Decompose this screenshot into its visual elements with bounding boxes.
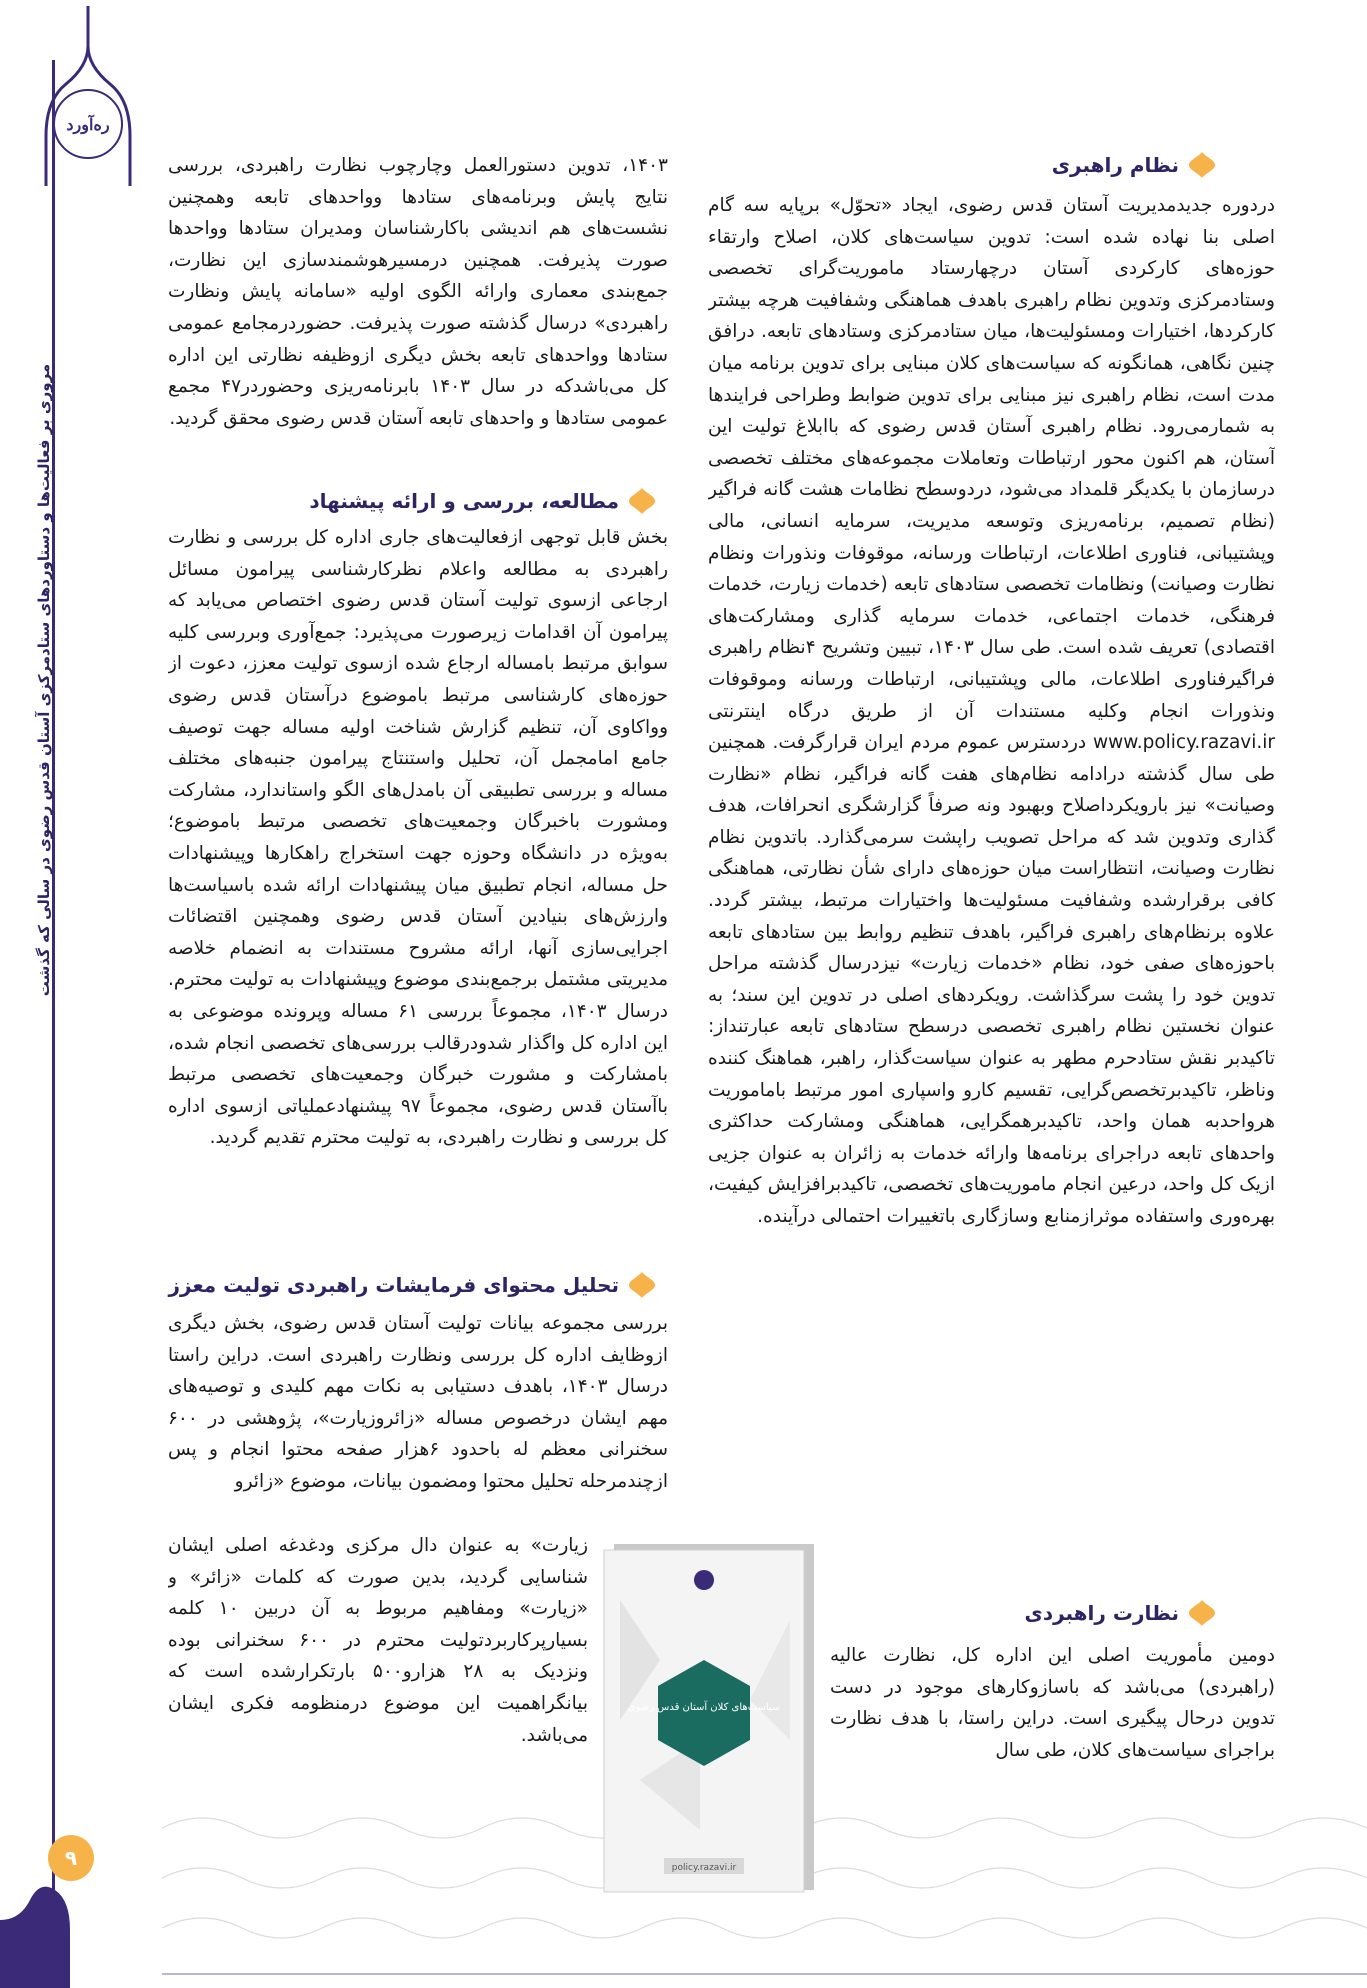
heading-tahlil [169,1270,657,1300]
sidebar-divider [52,60,55,1940]
paragraph: دردوره جدیدمدیریت آستان قدس رضوی، ایجاد «تحوّل» برپایه سه گام اصلی بنا نهاده شده است: تدوین سیاست‌های کلان، اصلاح وارتقاء حوزه‌های کارکردی آستان درچهارستاد ماموریت‌گرای تخصصی وستادمرکزی وتدوین نظام راهبری باهدف هماهنگی وشفافیت هرچه بیشتر کارکردها، اختیارات ومسئولیت‌ها، میان ستادمرکزی وستادهای تابعه. درافق چنین نگاهی، همانگونه که سیاست‌های کلان مبنایی برای تدوین برنامه میان مدت است، نظام راهبری نیز مبنایی برای تدوین ضوابط وطراحی فرایندها به شمارمی‌رود. نظام راهبری آستان قدس رضوی که باابلاغ تولیت این آستان، هم اکنون محور ارتباطات وتعاملات مجموعه‌های مختلف تخصصی درسازمان با یکدیگر قلمداد می‌شود، دردوسطح نظامات هشت گانه فراگیر (نظام تصمیم، برنامه‌ریزی وتوسعه مدیریت، سرمایه انسانی، مالی وپشتیبانی، فناوری اطلاعات، ارتباطات ورسانه، موقوفات ونذورات ونظام نظارت وصیانت) ونظامات تخصصی ستادهای تابعه (خدمات زیارت، خدمات فرهنگی، خدمات اجتماعی، خدمات سرمایه گذاری ومشارکت‌های اقتصادی) تعریف شده است. طی سال ۱۴۰۳، تبیین وتشریح ۴نظام راهبری فراگیرفناوری اطلاعات، مالی وپشتیبانی، ارتباطات ورسانه وموقوفات ونذورات انجام وکلیه مستندات آن از طریق درگاه اینترنتی www.policy.razavi.ir دردسترس عموم مردم ایران قرارگرفت. همچنین طی سال گذشته درادامه نظام‌های هفت گانه فراگیر، نظام «نظارت وصیانت» نیز بارویکرداصلاح وبهبود ونه صرفاً گزارشگری انحرافات، هدف گذاری وتدوین شد که مراحل تصویب راپشت سرمی‌گذارد. باتدوین نظام نظارت وصیانت، انتظاراست میان حوزه‌های دارای شأن نظارتی، هماهنگی کافی برقرارشده وشفافیت مسئولیت‌ها واختیارات مرتبط، بیشتر گردد. علاوه برنظام‌های راهبری فراگیر، باهدف تنظیم روابط بین ستادهای تابعه باحوزه‌های صفی خود، نظام «خدمات زیارت» نیزدرسال گذشته مراحل تدوین خود را پشت سرگذاشت. رویکردهای اصلی در تدوین این سند؛ به عنوان نخستین نظام راهبری تخصصی درسطح ستادهای تابعه عبارتنداز: تاکیدبر نقش ستادحرم مطهر به عنوان سیاست‌گذار، راهبر، هماهنگ کننده وناظر، تاکیدبرتخصص‌گرایی، تقسیم کارو واسپاری امور مرتبط باماموریت هرواحدبه همان واحد، تاکیدبرهمگرایی، هماهنگی ومشارکت حداکثری واحدهای تابعه دراجرای برنامه‌ها وارائه خدمات به زائران به عنوان جزیی ازیک کل واحد، درعین انجام ماموریت‌های تخصصی، تاکیدبرافزایش کیفیت، بهره‌وری واستفاده موثرازمنابع وسازگاری باتغییرات احتمالی درآینده. [708,195,1275,1227]
bottom-arch-decoration [0,1880,90,1988]
heading-text: نظام راهبری [1051,153,1179,177]
book-cover-image [600,1540,820,1895]
left-column-top-body [168,150,668,470]
paragraph: زیارت» به عنوان دال مرکزی ودغدغه اصلی ایشان شناسایی گردید، بدین صورت که کلمات «زائر» و «زیارت» ومفاهیم مربوط به آن دربین ۱۰ کلمه بسیارپرکاربردتولیت محترم در ۶۰۰ سخنرانی بوده ونزدیک به ۲۸ هزارو۵۰۰ بارتکرارشده است که بیانگراهمیت این موضوع درمنظومه فکری ایشان می‌باشد. [168,1535,588,1746]
book-site-label: policy.razavi.ir [671,1863,737,1873]
bullet-flower-icon [627,1270,657,1300]
bullet-flower-icon [1187,150,1217,180]
heading-text: تحلیل محتوای فرمایشات راهبردی تولیت معزز [168,1273,619,1297]
page-number: ۹ [48,1835,94,1881]
logo-text: ره‌آورد [66,115,110,134]
brand-logo [28,6,148,186]
book-title: سیاست‌های کلان آستان قدس رضوی [627,1702,781,1713]
motalee-body [168,522,668,1247]
heading-text: مطالعه، بررسی و ارائه پیشنهاد [309,489,619,513]
sidebar-vertical-title: مروری بر فعالیت‌ها و دستاوردهای ستادمرکزی آستان قدس رضوی در سالی که گذشت [35,363,53,997]
bullet-flower-icon [1187,1598,1217,1628]
tahlil-body-wrap [168,1530,588,1780]
tahlil-body [168,1308,668,1528]
paragraph: ۱۴۰۳، تدوین دستورالعمل وچارچوب نظارت راهبردی، بررسی نتایج پایش وبرنامه‌های ستادها وواحدهای تابعه وهمچنین نشست‌های هم اندیشی باکارشناسان ومدیران ستادها وواحدها صورت پذیرفت. همچنین درمسیرهوشمندسازی این نظارت، جمع‌بندی معماری وارائه الگوی اولیه «سامانه پایش ونظارت راهبردی» درسال گذشته صورت پذیرفت. حضوردرمجامع عمومی ستادها وواحدهای تابعه بخش دیگری ازوظیفه نظارتی این اداره کل می‌باشدکه در سال ۱۴۰۳ بابرنامه‌ریزی وحضوردر۴۷ مجمع عمومی ستادها و واحدهای تابعه آستان قدس رضوی محقق گردید. [168,155,668,429]
right-column-body [708,190,1275,1570]
paragraph: بررسی مجموعه بیانات تولیت آستان قدس رضوی، بخش دیگری ازوظایف اداره کل بررسی ونظارت راهبردی است. دراین راستا درسال ۱۴۰۳، باهدف دستیابی به نکات مهم کلیدی و توصیه‌های مهم ایشان درخصوص مساله «زائروزیارت»، پژوهشی در ۶۰۰ سخنرانی معظم له باحدود ۶هزار صفحه محتوا انجام و پس ازچندمرحله تحلیل محتوا ومضمون بیانات، موضوع «زائرو [168,1313,668,1492]
nezarat-body [830,1640,1275,1790]
heading-nezam-rahbari [1052,150,1217,180]
paragraph: دومین مأموریت اصلی این اداره کل، نظارت عالیه (راهبردی) می‌باشد که باسازوکارهای موجود در دست تدوین درحال پیگیری است. دراین راستا، با هدف نظارت براجرای سیاست‌های کلان، طی سال [830,1645,1275,1761]
paragraph: بخش قابل توجهی ازفعالیت‌های جاری اداره کل بررسی و نظارت راهبردی به مطالعه واعلام نظرکارشناسی پیرامون مسائل ارجاعی ازسوی تولیت آستان قدس رضوی اختصاص می‌یابد که پیرامون آن اقدامات زیرصورت می‌پذیرد: جمع‌آوری وبررسی کلیه سوابق مرتبط بامساله ارجاع شده ازسوی تولیت معزز، دعوت از حوزه‌های کارشناسی مرتبط باموضوع درآستان قدس رضوی وواکاوی آن، تنظیم گزارش شناخت اولیه مساله جهت توصیف جامع امامجمل آن، تحلیل واستنتاج پیرامون جنبه‌های مختلف مساله و بررسی تطبیقی آن بامدل‌های الگو واستاندارد، مشارکت ومشورت باخبرگان وجمعیت‌های تخصصی مرتبط باموضوع؛ به‌ویژه در دانشگاه وحوزه جهت استخراج راهکارها وپیشنهادات حل مساله، انجام تطبیق میان پیشنهادات ارائه شده باسیاست‌ها وارزش‌های بنیادین آستان قدس رضوی وهمچنین اقتضائات اجرایی‌سازی آنها، ارائه مشروح مستندات به انضمام خلاصه مدیریتی مشتمل برجمع‌بندی موضوع وپیشنهادات به تولیت محترم. درسال ۱۴۰۳، مجموعاً بررسی ۶۱ مساله وپرونده موضوعی به این اداره کل واگذار شدودرقالب بررسی‌های تخصصی انجام شده، بامشارکت و مشورت خبرگان وجمعیت‌های تخصصی مرتبط باآستان قدس رضوی، مجموعاً ۹۷ پیشنهادعملیاتی ازسوی اداره کل بررسی و نظارت راهبردی، به تولیت محترم تقدیم گردید. [168,527,668,1149]
heading-nezarat-rahbardi [1024,1598,1217,1628]
heading-text: نظارت راهبردی [1024,1601,1179,1625]
heading-motalee [309,486,657,516]
bullet-flower-icon [627,486,657,516]
